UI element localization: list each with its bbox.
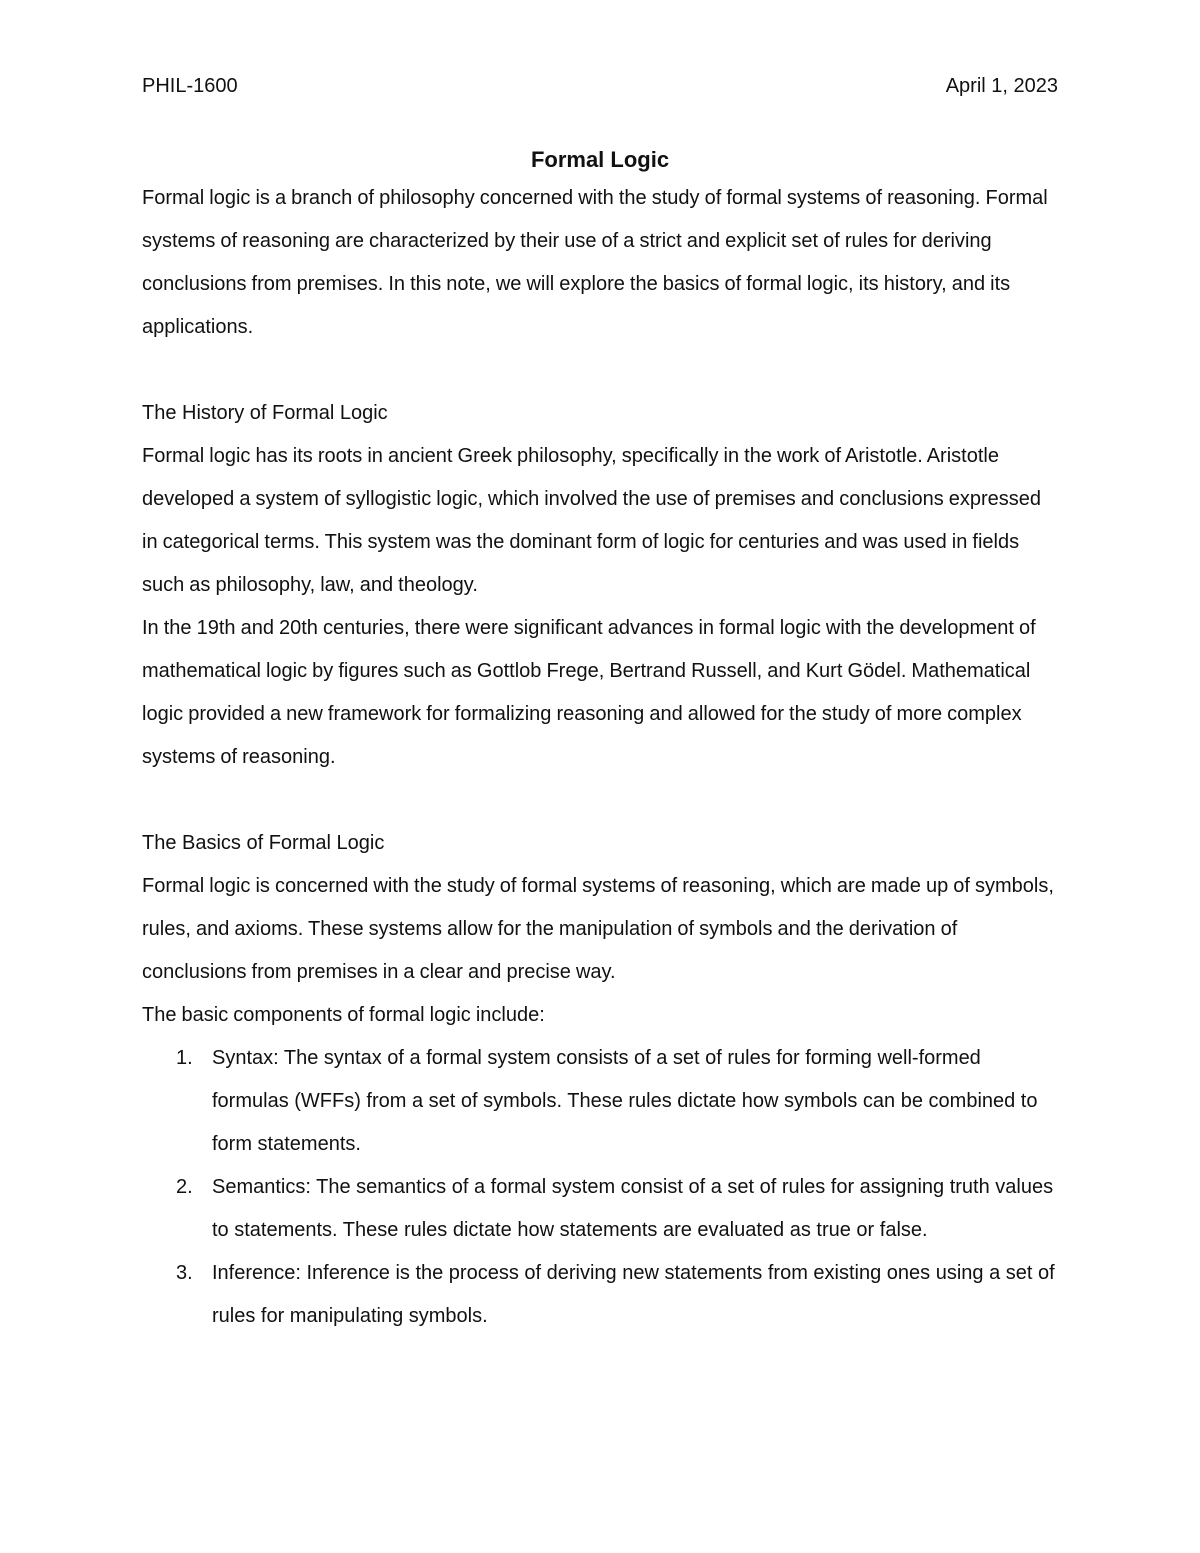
- section-spacer: [142, 779, 1058, 822]
- document-date: April 1, 2023: [945, 75, 1058, 97]
- history-paragraph-1: Formal logic has its roots in ancient Greek philosophy, specifically in the work of Aristotle. Aristotle developed a system of syllogistic logic, which involved the use of premises and conclusions expressed in categorical terms. This system was the dominant form of logic for centuries and was used in fields such as philosophy, law, and theology.: [142, 445, 1042, 596]
- list-item: [142, 1166, 1058, 1252]
- components-list: [142, 1037, 1058, 1338]
- basics-heading: The Basics of Formal Logic: [142, 832, 385, 854]
- list-item-number: 1.: [176, 1047, 193, 1069]
- document-title: Formal Logic: [530, 147, 670, 172]
- list-item: [142, 1252, 1058, 1338]
- basics-list-intro: The basic components of formal logic include:: [142, 1004, 545, 1026]
- list-item-text: Semantics: The semantics of a formal system consist of a set of rules for assigning truth values to statements. These rules dictate how statements are evaluated as true or false.: [212, 1176, 1054, 1241]
- history-paragraph-2: In the 19th and 20th centuries, there were significant advances in formal logic with the development of mathematical logic by figures such as Gottlob Frege, Bertrand Russell, and Kurt Gödel. Mathematical logic provided a new framework for formalizing reasoning and allowed for the study of more complex systems of reasoning.: [142, 617, 1036, 768]
- page-header: [142, 72, 1058, 100]
- intro-paragraph: Formal logic is a branch of philosophy concerned with the study of formal systems of reasoning. Formal systems of reasoning are characterized by their use of a strict and explicit set of rules for deriving conclusions from premises. In this note, we will explore the basics of formal logic, its history, and its applications.: [142, 187, 1048, 338]
- list-item-text: Inference: Inference is the process of deriving new statements from existing ones using a set of rules for manipulating symbols.: [212, 1262, 1055, 1327]
- list-item-number: 2.: [176, 1176, 193, 1198]
- list-item-number: 3.: [176, 1262, 193, 1284]
- course-code: PHIL-1600: [142, 75, 238, 97]
- list-item-text: Syntax: The syntax of a formal system consists of a set of rules for forming well-formed formulas (WFFs) from a set of symbols. These rules dictate how symbols can be combined to form statements.: [212, 1047, 1038, 1155]
- section-spacer: [142, 349, 1058, 392]
- list-item: [142, 1037, 1058, 1166]
- history-heading: The History of Formal Logic: [142, 402, 388, 424]
- basics-paragraph-1: Formal logic is concerned with the study of formal systems of reasoning, which are made up of symbols, rules, and axioms. These systems allow for the manipulation of symbols and the derivation of conclusions from premises in a clear and precise way.: [142, 875, 1054, 983]
- document-body: [142, 143, 1058, 1338]
